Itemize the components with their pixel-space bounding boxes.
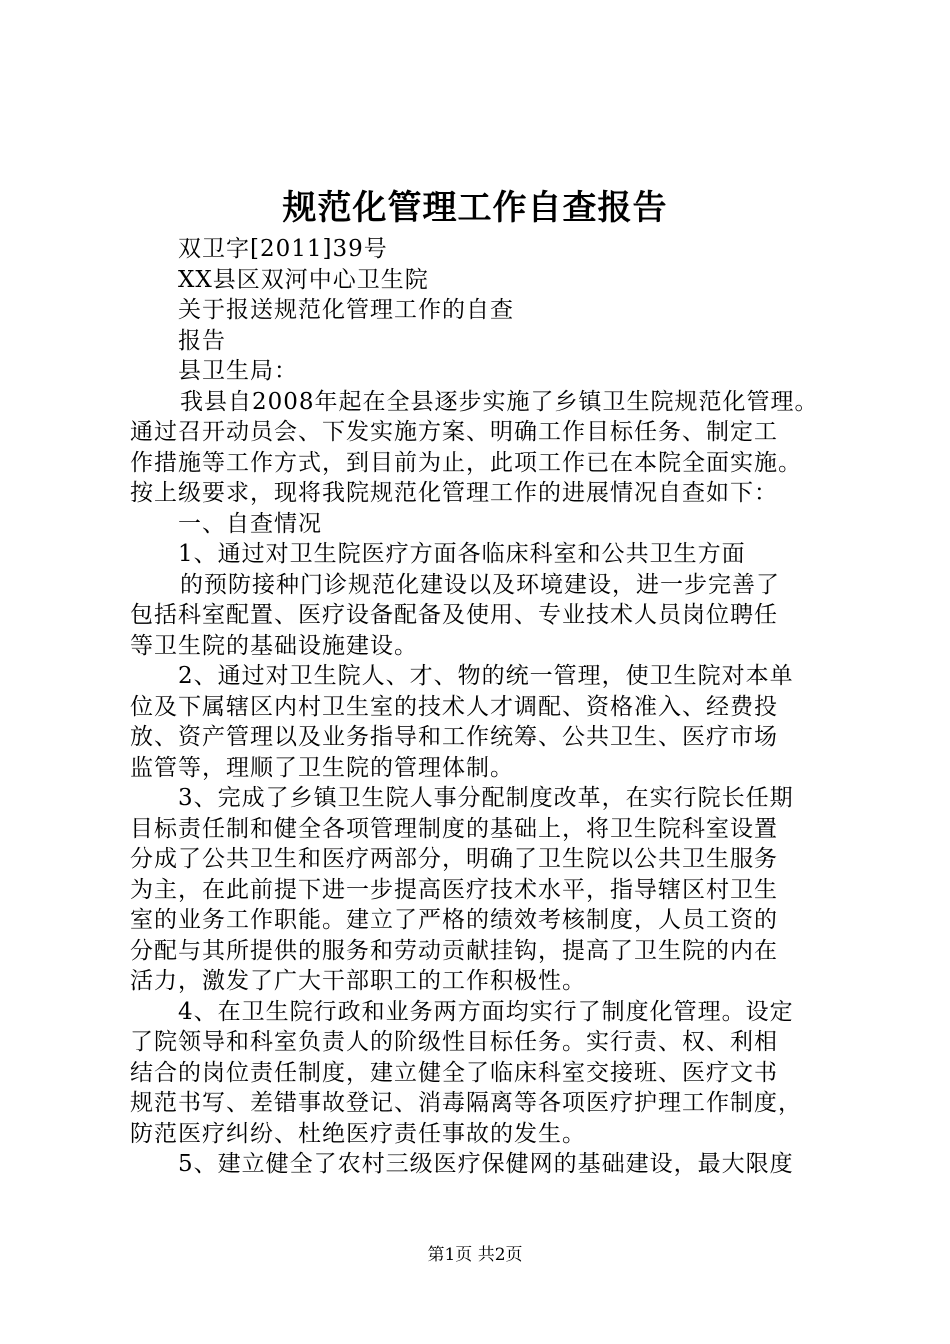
document-body <box>130 234 850 1180</box>
paragraph-line: 了院领导和科室负责人的阶级性目标任务。实行责、权、利相 <box>130 1029 778 1055</box>
doc-number: 双卫字[2011]39号 <box>178 236 388 262</box>
paragraph-line: 目标责任制和健全各项管理制度的基础上，将卫生院科室设置 <box>130 815 778 842</box>
paragraph-line: 5、建立健全了农村三级医疗保健网的基础建设，最大限度 <box>178 1151 794 1177</box>
issuer-line: XX县区双河中心卫生院 <box>178 266 429 293</box>
paragraph-line: 防范医疗纠纷、杜绝医疗责任事故的发生。 <box>130 1120 586 1147</box>
paragraph-line: 为主，在此前提下进一步提高医疗技术水平，指导辖区村卫生 <box>130 876 778 903</box>
document-title: 规范化管理工作自查报告 <box>282 188 668 228</box>
paragraph-line: 等卫生院的基础设施建设。 <box>130 632 418 659</box>
paragraph-line: 分配与其所提供的服务和劳动贡献挂钩，提高了卫生院的内在 <box>130 937 778 964</box>
paragraph-line: 2、通过对卫生院人、才、物的统一管理，使卫生院对本单 <box>178 663 794 689</box>
page-footer: 第1页 共2页 <box>427 1245 523 1265</box>
paragraph-line: 按上级要求，现将我院规范化管理工作的进展情况自查如下： <box>130 480 778 506</box>
paragraph-line: 分成了公共卫生和医疗两部分，明确了卫生院以公共卫生服务 <box>130 846 778 872</box>
paragraph-line: 监管等，理顺了卫生院的管理体制。 <box>130 754 514 781</box>
paragraph-line: 3、完成了乡镇卫生院人事分配制度改革，在实行院长任期 <box>178 785 794 811</box>
paragraph-line: 位及下属辖区内村卫生室的技术人才调配、资格准入、经费投 <box>130 693 778 720</box>
paragraph-line: 活力，激发了广大干部职工的工作积极性。 <box>130 968 586 994</box>
paragraph-line: 4、在卫生院行政和业务两方面均实行了制度化管理。设定 <box>178 998 794 1025</box>
recipient-line: 县卫生局： <box>178 358 298 384</box>
paragraph-line: 结合的岗位责任制度，建立健全了临床科室交接班、医疗文书 <box>130 1059 778 1086</box>
subject-line: 关于报送规范化管理工作的自查 <box>178 297 514 323</box>
paragraph-line: 通过召开动员会、下发实施方案、明确工作目标任务、制定工 <box>130 419 778 445</box>
paragraph-line: 包括科室配置、医疗设备配备及使用、专业技术人员岗位聘任 <box>130 602 778 628</box>
paragraph-line: 作措施等工作方式，到目前为止，此项工作已在本院全面实施。 <box>130 449 802 476</box>
subject-line-cont: 报告 <box>178 327 226 354</box>
paragraph-line: 规范书写、差错事故登记、消毒隔离等各项医疗护理工作制度， <box>130 1090 802 1116</box>
paragraph-line: 放、资产管理以及业务指导和工作统筹、公共卫生、医疗市场 <box>130 724 778 750</box>
paragraph-line: 我县自2008年起在全县逐步实施了乡镇卫生院规范化管理。 <box>180 388 819 415</box>
paragraph-line: 的预防接种门诊规范化建设以及环境建设，进一步完善了 <box>180 571 780 598</box>
paragraph-line: 室的业务工作职能。建立了严格的绩效考核制度，人员工资的 <box>130 907 778 933</box>
paragraph-line: 1、通过对卫生院医疗方面各临床科室和公共卫生方面 <box>178 541 746 567</box>
section-heading: 一、自查情况 <box>178 510 322 537</box>
